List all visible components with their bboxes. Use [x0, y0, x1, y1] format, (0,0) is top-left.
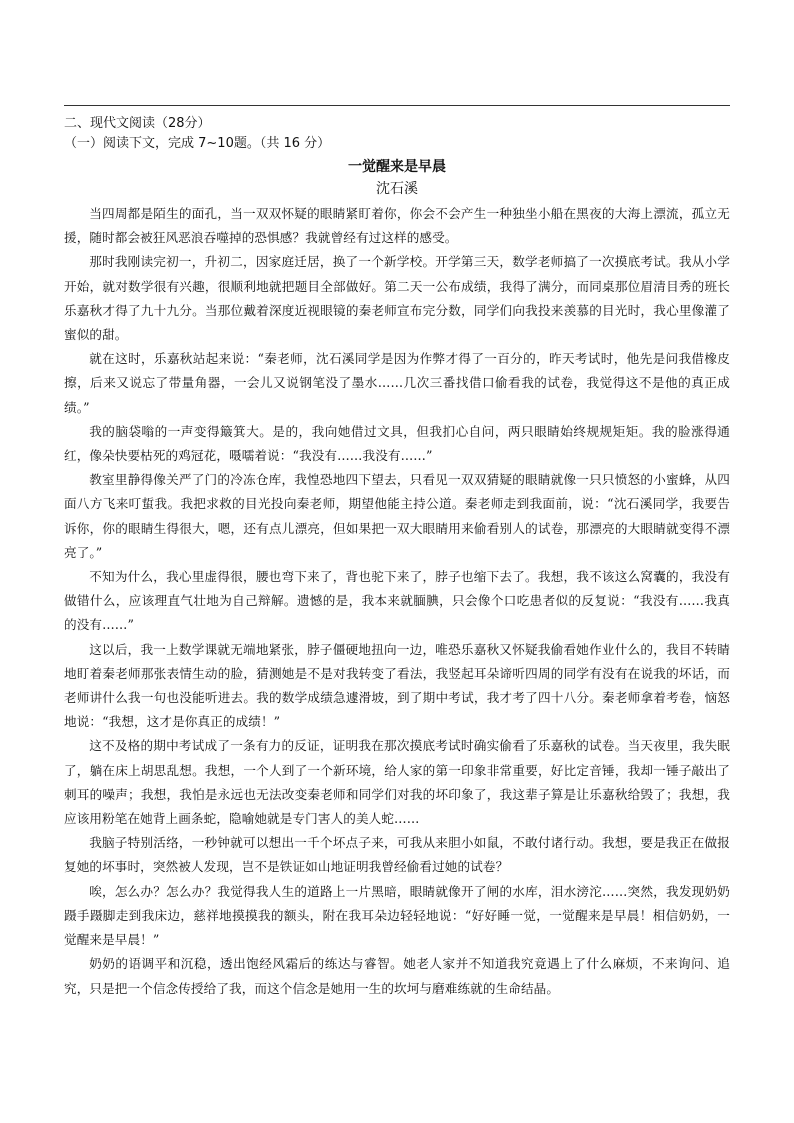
document-content [64, 114, 730, 1001]
paragraph: 就在这时，乐嘉秋站起来说：“秦老师，沈石溪同学是因为作弊才得了一百分的，昨天考试时，他先是问我借橡皮擦，后来又说忘了带量角器，一会儿又说钢笔没了墨水……几次三番找借口偷看我的试卷，我觉得这不是他的真正成绩。” [64, 351, 730, 415]
paragraph: 当四周都是陌生的面孔，当一双双怀疑的眼睛紧盯着你，你会不会产生一种独坐小船在黑夜的大海上漂流，孤立无援，随时都会被狂风恶浪吞噬掉的恐惧感？我就曾经有过这样的感受。 [64, 206, 730, 246]
paragraph: 奶奶的语调平和沉稳，透出饱经风霜后的练达与睿智。她老人家并不知道我究竟遇上了什么麻烦，不来询问、追究，只是把一个信念传授给了我，而这个信念是她用一生的坎坷与磨难练就的生命结晶。 [64, 956, 730, 996]
section-heading: 二、现代文阅读（28分） [64, 116, 211, 131]
paragraph: 我脑子特别活络，一秒钟就可以想出一千个坏点子来，可我从来胆小如鼠，不敢付诸行动。我想，要是我正在做报复她的坏事时，突然被人发现，岂不是铁证如山地证明我曾经偷看过她的试卷？ [64, 835, 730, 875]
paragraph: 教室里静得像关严了门的冷冻仓库，我惶恐地四下望去，只看见一双双猜疑的眼睛就像一只只愤怒的小蜜蜂，从四面八方飞来叮蜇我。我把求救的目光投向秦老师，期望他能主持公道。秦老师走到我面前，说：“沈石溪同学，我要告诉你，你的眼睛生得很大，嗯，还有点儿漂亮，但如果把一双大眼睛用来偷看别人的试卷，那漂亮的大眼睛就变得不漂亮了。” [64, 472, 730, 560]
paragraph: 这以后，我一上数学课就无端地紧张，脖子僵硬地扭向一边，唯恐乐嘉秋又怀疑我偷看她作业什么的，我目不转睛地盯着秦老师那张表情生动的脸，猜测她是不是对我转变了看法，我竖起耳朵谛听四周的同学有没有在说我的坏话，而老师讲什么我一句也没能听进去。我的数学成绩急遽滑坡，到了期中考试，我才考了四十八分。秦老师拿着考卷，恼怒地说：“我想，这才是你真正的成绩！” [64, 641, 730, 730]
paragraph: 不知为什么，我心里虚得很，腰也弯下来了，背也驼下来了，脖子也缩下去了。我想，我不该这么窝囊的，我没有做错什么，应该理直气壮地为自己辩解。遗憾的是，我本来就腼腆，只会像个口吃患者似的反复说：“我没有……我真的没有……” [64, 569, 730, 633]
paragraph: 那时我刚读完初一，升初二，因家庭迁居，换了一个新学校。开学第三天，数学老师搞了一次摸底考试。我从小学开始，就对数学很有兴趣，很顺利地就把题目全部做好。第二天一公布成绩，我得了满分，而同桌那位眉清目秀的班长乐嘉秋才得了九十九分。当那位戴着深度近视眼镜的秦老师宣布完分数，同学们向我投来羡慕的目光时，我心里像灌了蜜似的甜。 [64, 254, 730, 343]
article-author: 沈石溪 [376, 181, 418, 197]
article-body [64, 202, 730, 1001]
paragraph: 唉，怎么办？怎么办？我觉得我人生的道路上一片黑暗，眼睛就像开了闸的水库，泪水滂沱……突然，我发现奶奶蹑手蹑脚走到我床边，慈祥地摸摸我的额头，附在我耳朵边轻轻地说：“好好睡一觉，一觉醒来是早晨！相信奶奶，一觉醒来是早晨！” [64, 883, 730, 948]
header-rule [64, 105, 730, 106]
question-instructions: （一）阅读下文，完成 7~10题。（共 16 分） [64, 136, 331, 151]
paragraph: 这不及格的期中考试成了一条有力的反证，证明我在那次摸底考试时确实偷看了乐嘉秋的试卷。当天夜里，我失眠了，躺在床上胡思乱想。我想，一个人到了一个新环境，给人家的第一印象非常重要，好比定音锤，我却一锤子敲出了刺耳的噪声；我想，我怕是永远也无法改变秦老师和同学们对我的坏印象了，我这辈子算是让乐嘉秋给毁了；我想，我应该用粉笔在她背上画条蛇，隐喻她就是专门害人的美人蛇…… [64, 738, 730, 827]
paragraph: 我的脑袋嗡的一声变得簸箕大。是的，我向她借过文具，但我扪心自问，两只眼睛始终规规矩矩。我的脸涨得通红，像朵快要枯死的鸡冠花，嗫嚅着说：“我没有……我没有……” [64, 423, 730, 464]
article-title: 一觉醒来是早晨 [348, 159, 446, 175]
